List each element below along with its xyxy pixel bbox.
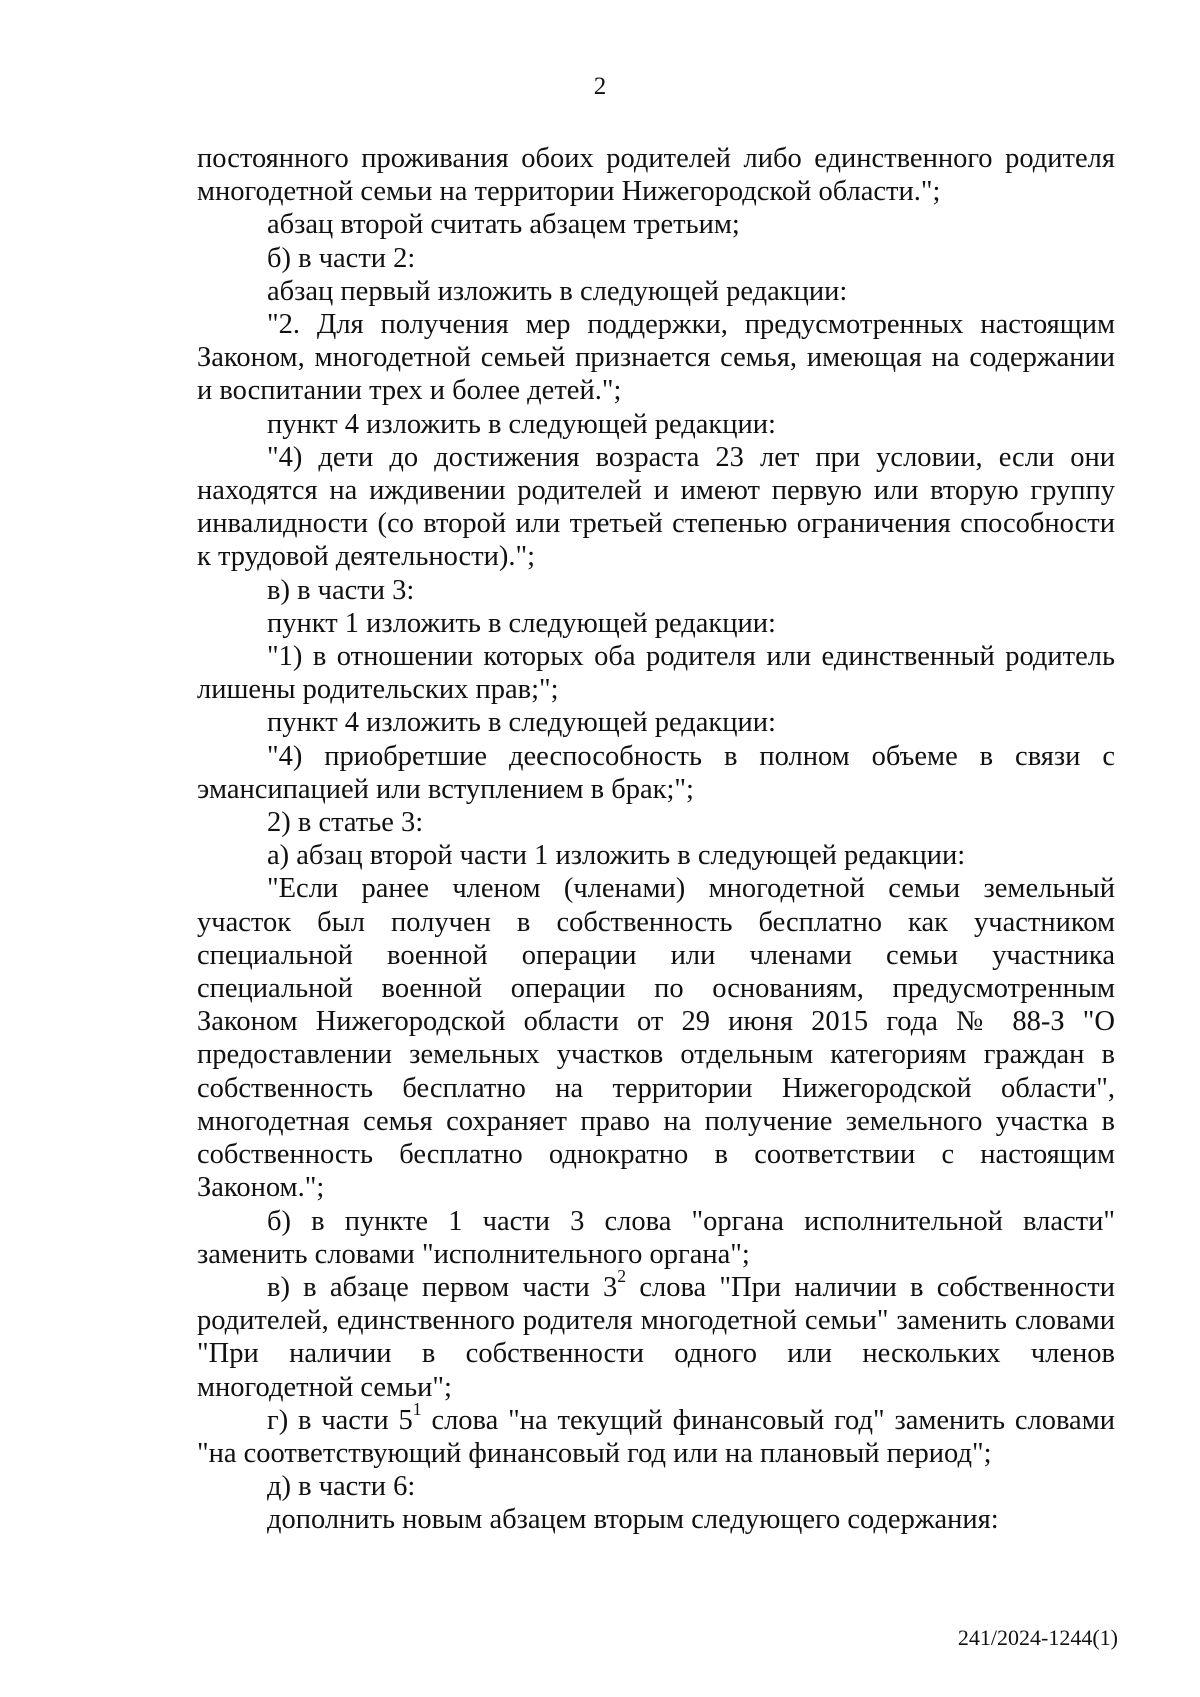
page-number: 2 — [593, 73, 607, 100]
paragraph — [197, 1265, 1115, 1404]
paragraph: "1) в отношении которых оба родителя или единственный родитель лишены родительских прав;"; — [197, 641, 1115, 706]
paragraph: пункт 4 изложить в следующей редакции: — [267, 408, 776, 440]
paragraph: пункт 4 изложить в следующей редакции: — [267, 707, 776, 739]
superscript: 2 — [617, 1265, 627, 1286]
paragraph: абзац первый изложить в следующей редакции: — [267, 275, 848, 307]
paragraph-text: слова "При наличии в собственности родителей, единственного родителя многодетной семьи" заменить словами "При наличии в собственности одного или нескольких членов многодетной семьи"; — [197, 1271, 1115, 1403]
paragraph — [197, 1398, 1115, 1470]
paragraph-text: г) в части 5 — [267, 1404, 413, 1436]
paragraph: "4) приобретшие дееспособность в полном объеме в связи с эмансипацией или вступлением в брак;"; — [197, 740, 1115, 805]
superscript: 1 — [412, 1398, 422, 1419]
paragraph: б) в пункте 1 части 3 слова "органа исполнительной власти" заменить словами "исполнительного органа"; — [197, 1205, 1115, 1270]
document-body — [197, 142, 1115, 1537]
paragraph: пункт 1 изложить в следующей редакции: — [267, 607, 776, 639]
paragraph-text: в) в абзаце первом части 3 — [267, 1271, 618, 1303]
paragraph: д) в части 6: — [267, 1471, 416, 1503]
paragraph: постоянного проживания обоих родителей либо единственного родителя многодетной семьи на территории Нижегородской области."; — [197, 143, 1115, 208]
paragraph: "2. Для получения мер поддержки, предусмотренных настоящим Законом, многодетной семьей признается семья, имеющая на содержании и воспитании трех и более детей."; — [197, 309, 1115, 407]
paragraph: дополнить новым абзацем вторым следующего содержания: — [267, 1504, 999, 1536]
paragraph-text: слова "на текущий финансовый год" заменить словами "на соответствующий финансовый год или на плановый период"; — [197, 1404, 1115, 1469]
paragraph: б) в части 2: — [267, 242, 416, 274]
paragraph: 2) в статье 3: — [267, 807, 424, 839]
document-code: 241/2024-1244(1) — [957, 1625, 1118, 1650]
paragraph: абзац второй считать абзацем третьим; — [267, 209, 740, 241]
paragraph: в) в части 3: — [267, 574, 415, 606]
paragraph: "Если ранее членом (членами) многодетной семьи земельный участок был получен в собственность бесплатно как участником специальной военной операции или членами семьи участника специальной военной операции по основаниям, предусмотренным Законом Нижегородской области от 29 июня 2015 года № 88-З "О предоставлении земельных участков отдельным категориям граждан в собственность бесплатно на территории Нижегородской области", многодетная семья сохраняет право на получение земельного участка в собственность бесплатно однократно в соответствии с настоящим Законом."; — [197, 873, 1115, 1204]
paragraph: а) абзац второй части 1 изложить в следующей редакции: — [267, 840, 966, 872]
paragraph: "4) дети до достижения возраста 23 лет при условии, если они находятся на иждивении родителей и имеют первую или вторую группу инвалидности (со второй или третьей степенью ограничения способности к трудовой деятельности)."; — [197, 441, 1115, 573]
